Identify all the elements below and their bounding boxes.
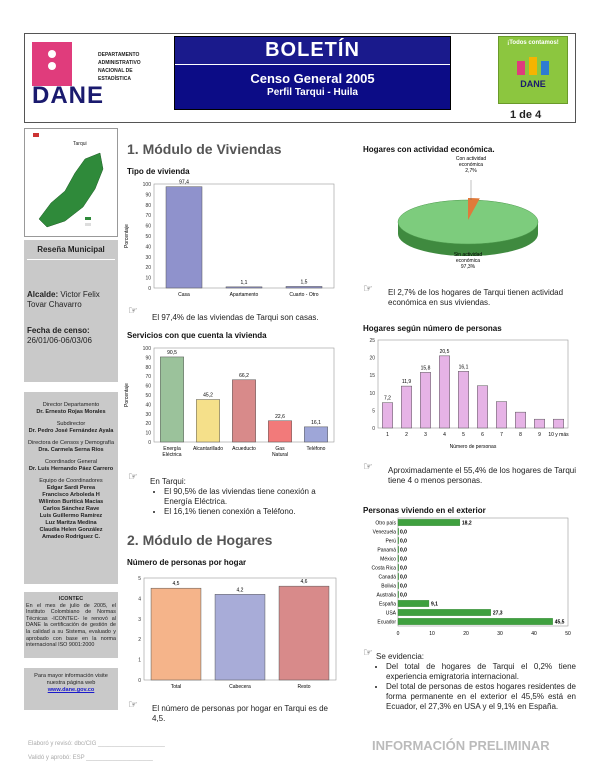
y-tick-label: 0 [372,426,375,432]
x-tick-label: 1 [386,432,389,438]
bar [286,286,322,288]
pie-label: económica [458,162,484,168]
data-label: 20,5 [439,348,450,355]
y-tick-label: 1 [138,657,141,664]
note-servicios: En Tarqui: • El 90,5% de las viviendas tiene conexión a Energía Eléctrica. • El 16,1% tienen conexión a Teléfono. [150,477,342,517]
chart-exterior [360,514,576,644]
profile-title: Perfil Tarqui - Huila [267,87,358,98]
x-tick-label: 6 [481,432,484,438]
y-tick-label: México [380,556,396,563]
y-tick-label: 2 [138,637,141,644]
y-tick-label: Costa Rica [371,565,396,572]
data-label: 0,0 [400,556,407,563]
y-tick-label: 70 [145,213,151,220]
x-tick-label: 20 [463,631,469,637]
municipality-map [24,128,118,237]
bar [382,403,392,428]
title-banner [174,36,451,110]
data-label: 0,0 [400,592,407,599]
data-label: 0,0 [400,583,407,590]
x-tick-label: Energía [163,446,181,452]
page-number: 1 de 4 [510,109,542,121]
census-badge [498,36,568,104]
data-label: 0,0 [400,547,407,554]
data-label: 4,6 [300,579,308,586]
bar [398,573,399,579]
bar [398,582,399,588]
y-tick-label: 50 [145,234,151,240]
x-tick-label: Acueducto [232,446,256,452]
y-tick-label: España [379,601,396,608]
y-tick-label: Venezuela [372,529,396,536]
bar [151,588,201,680]
bar [160,357,183,442]
x-tick-label: Resto [297,684,311,690]
bar [515,412,525,428]
x-tick-label: 2 [405,432,408,438]
note-exterior: Se evidencia: • Del total de hogares de Tarqui el 0,2% tiene experiencia emigratoria internacional. • Del total de personas de estos hogares residentes de forma permanente en el exterior el 45,5% está en Ecuador, el 27,3% en USA y el 9,1% en España. [376,652,576,712]
y-tick-label: 90 [145,355,151,362]
preliminary-label: INFORMACIÓN PRELIMINAR [372,738,550,753]
houses-icon [513,49,553,79]
x-tick-label: 3 [424,432,427,438]
chart-actividad [360,152,576,280]
data-label: 15,8 [420,365,431,372]
bar [398,600,429,606]
data-label: 0,0 [400,529,407,536]
y-tick-label: Canadá [378,574,396,581]
y-tick-label: 15 [369,373,375,380]
pie-label: económica [455,258,481,264]
map-label: Tarqui [73,141,87,147]
x-tick-label: Gas [275,446,285,452]
bar [398,618,553,624]
data-label: 11,9 [401,379,412,386]
y-tick-label: 0 [138,678,141,684]
y-tick-label: Otro país [375,520,396,527]
badge-logo: DANE [520,79,546,89]
x-tick-label: 9 [538,432,541,438]
hand-icon: ☞ [128,699,138,711]
y-tick-label: Ecuador [377,619,396,626]
data-label: 18,2 [461,520,472,527]
hand-icon: ☞ [128,305,138,317]
data-label: 0,0 [400,565,407,572]
y-axis-label: Porcentaje [124,224,130,248]
x-tick-label: 5 [462,432,465,438]
pie-label: 2,7% [465,168,477,174]
chart-title-hog: Hogares según número de personas [363,324,502,333]
bar [553,419,563,428]
y-tick-label: 25 [369,338,375,344]
y-tick-label: USA [385,610,396,617]
bar [398,591,399,597]
data-label: 0,0 [400,538,407,545]
data-label: 90,5 [167,349,177,356]
bar [398,564,399,570]
chart-tipo-vivienda [120,176,342,304]
bar [534,419,544,428]
x-tick-label: 50 [565,631,571,637]
y-tick-label: 100 [142,182,151,188]
y-tick-label: 80 [145,202,151,209]
x-tick-label: Cuarto - Otro [289,292,319,298]
staff-panel: Director Departamento Dr. Ernesto Rojas Morales Subdirector Dr. Pedro José Fernández Ayala Directora de Censos y Demografía Dra. Carmela Serna Ríos Coordinador General Dr. Luis Hernando Páez Carrero Equipo de Coordinadores Edgar Sardi Perea Francisco Arboleda H Wilinton Buriticá Macías Carlos Sánchez Rave Luis Guillermo Ramírez Luz Maritza Medina Claudia Helen González Amadeo Rodríguez C. [24,392,118,584]
y-tick-label: 5 [372,408,375,415]
bulletin-title: BOLETÍN [265,39,360,61]
y-tick-label: 100 [142,346,151,352]
dept-name: DEPARTAMENTO ADMINISTRATIVO NACIONAL DE ESTADÍSTICA [98,52,141,82]
y-tick-label: 0 [148,286,151,292]
footer-elab: Elaboró y revisó: dbc/CIG ____________________ [28,741,165,747]
x-tick-label: 7 [500,432,503,438]
mayor-info: Alcalde: Victor Felix Tovar Chavarro [27,290,100,309]
section-viviendas: 1. Módulo de Viviendas [127,141,282,157]
bar [215,594,265,680]
census-date: Fecha de censo: 26/01/06-06/03/06 [27,326,92,345]
y-tick-label: Panamá [377,547,396,554]
x-tick-label: Total [170,684,182,690]
chart-personas-hogar [120,568,342,694]
dane-logo [28,38,172,118]
y-tick-label: 3 [138,616,141,623]
y-tick-label: 80 [145,364,151,371]
hand-icon: ☞ [363,461,373,473]
y-tick-label: 4 [138,596,141,603]
x-tick-label: Teléfono [306,446,326,452]
y-tick-label: Perú [385,538,396,545]
website-link[interactable]: www.dane.gov.co [47,687,95,693]
y-tick-label: 70 [145,374,151,381]
bar [398,528,399,534]
bar [439,356,449,428]
note-viviendas: El 97,4% de las viviendas de Tarqui son casas. [152,313,319,322]
y-tick-label: 50 [145,393,151,399]
municipal-panel [24,240,118,382]
x-tick-label: Natural [271,452,289,458]
data-label: 0,0 [400,574,407,581]
y-tick-label: 20 [145,421,151,428]
data-label: 45,2 [203,392,213,399]
y-tick-label: Bolivia [381,583,396,590]
data-label: 16,1 [458,364,469,371]
y-tick-label: 30 [145,411,151,418]
x-axis-label: Número de personas [449,444,497,450]
pie-label: 97,3% [460,264,476,270]
y-tick-label: 10 [145,275,151,282]
chart-title-tipo: Tipo de vivienda [127,167,190,176]
hand-icon: ☞ [363,647,373,659]
bar [279,586,329,680]
y-tick-label: 5 [138,576,141,582]
y-tick-label: 30 [145,254,151,261]
x-tick-label: Apartamento [229,292,259,298]
x-tick-label: 8 [519,432,522,438]
icontec-panel: ICONTEC En el mes de julio de 2005, el Instituto Colombiano de Normas Técnicas -ICONTEC- le renovó al DANE la certificación de gestión de la calidad a su Sistema, evaluado y aprobado con base en la norma internacional ISO 9001:2000 [24,592,118,658]
bar [166,187,202,288]
bar [398,537,399,543]
hand-icon: ☞ [128,471,138,483]
bar [398,519,460,525]
y-tick-label: 90 [145,192,151,199]
bar [304,427,327,442]
chart-servicios [120,342,342,466]
data-label: 1,5 [300,279,308,286]
note-personas: El número de personas por hogar en Tarqui es de 4,5. [152,704,328,723]
data-label: 97,4 [179,179,189,186]
x-tick-label: 30 [497,631,503,637]
data-label: 66,2 [239,372,249,379]
data-label: 1,1 [240,279,248,286]
badge-slogan: ¡Todos contamos! [507,40,559,46]
data-label: 16,1 [311,419,321,426]
bar [398,609,491,615]
bar [196,400,219,442]
data-label: 4,2 [236,587,244,594]
y-tick-label: 40 [145,244,151,251]
note-hogares: Aproximadamente el 55,4% de los hogares de Tarqui tiene 4 o menos personas. [388,466,576,485]
y-tick-label: 20 [145,265,151,272]
chart-title-ext: Personas viviendo en el exterior [363,506,486,515]
census-title: Censo General 2005 [250,71,375,86]
x-tick-label: 10 [429,631,435,637]
hand-icon: ☞ [363,283,373,295]
y-tick-label: 20 [369,355,375,362]
x-tick-label: Cabecera [229,684,251,690]
x-tick-label: Alcantarillado [192,446,224,452]
chart-hogares [360,334,576,458]
bar [401,386,411,428]
web-panel: Para mayor información visite nuestra página web www.dane.gov.co [24,668,118,710]
y-tick-label: 40 [145,402,151,409]
y-tick-label: 0 [148,440,151,446]
data-label: 45,5 [554,619,565,626]
y-tick-label: 10 [145,430,151,437]
logo-text: DANE [32,82,105,109]
pie-label: Sin actividad [453,252,483,258]
resena-title: Reseña Municipal [27,245,115,260]
pie-label: Con actividad [455,156,487,162]
y-tick-label: 60 [145,223,151,230]
bar [477,386,487,428]
y-axis-label: Porcentaje [124,383,130,407]
x-tick-label: Casa [178,292,190,298]
dane-emblem-icon [32,42,72,86]
bar [398,555,399,561]
bar [268,421,291,442]
section-hogares: 2. Módulo de Hogares [127,532,273,548]
y-tick-label: Australia [376,592,396,599]
data-label: 27,3 [492,610,503,617]
footer-valid: Validó y aprobó: ESP ____________________ [28,755,153,761]
data-label: 7,2 [384,395,391,402]
x-tick-label: 10 y más [548,432,569,438]
x-tick-label: 40 [531,631,537,637]
bar [420,372,430,428]
y-tick-label: 10 [369,390,375,397]
bar [398,546,399,552]
x-tick-label: 4 [443,432,446,438]
note-actividad: El 2,7% de los hogares de Tarqui tienen actividad económica en sus viviendas. [388,288,564,307]
chart-title-serv: Servicios con que cuenta la vivienda [127,331,267,340]
bar [226,287,262,288]
data-label: 22,6 [275,413,285,420]
bar [232,380,255,442]
bar [458,371,468,428]
data-label: 9,1 [430,601,438,608]
x-tick-label: Eléctrica [162,452,182,458]
bar [496,402,506,428]
y-tick-label: 60 [145,383,151,390]
x-tick-label: 0 [396,631,400,637]
chart-title-act: Hogares con actividad económica. [363,145,495,154]
data-label: 4,5 [172,581,180,588]
chart-title-per: Número de personas por hogar [127,558,247,567]
